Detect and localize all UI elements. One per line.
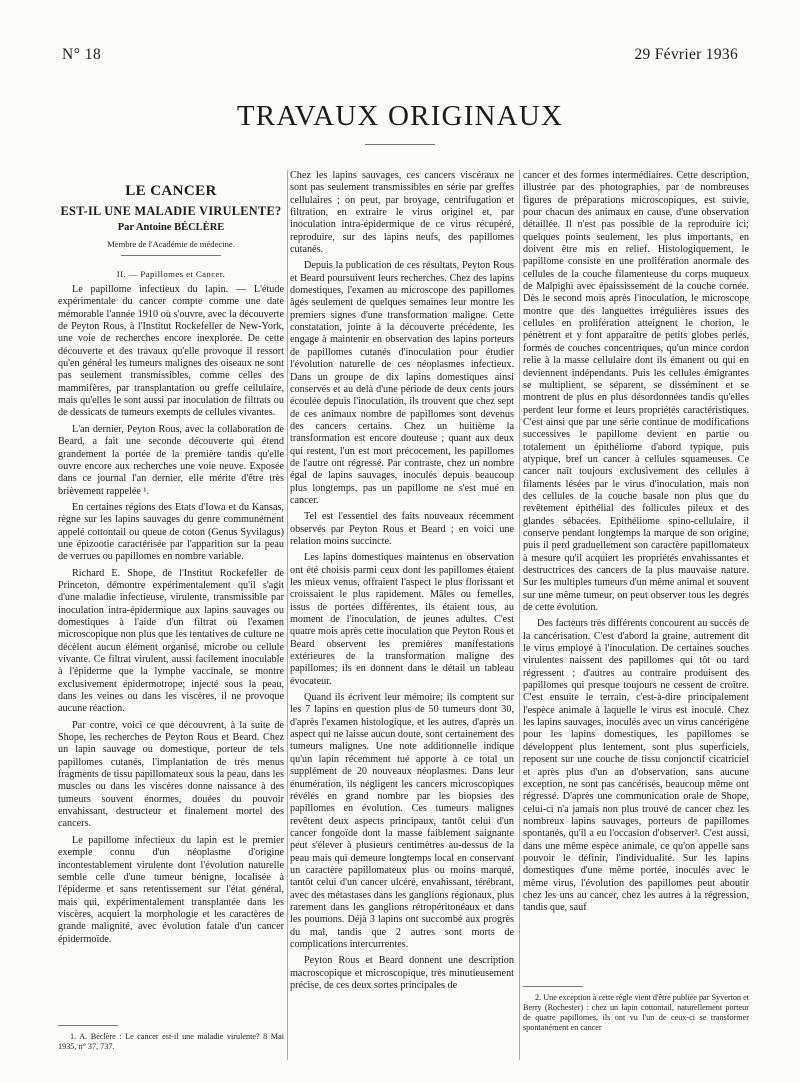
issue-date: 29 Février 1936 xyxy=(634,46,738,63)
paragraph: Par contre, voici ce que découvrent, à la suite de Shope, les recherches de Peyton Rous et Beard. Chez un lapin sauvage ou domestique, porteur de tels papillomes cutanés, l'implantation de très menus fragments de tissu papillomateux sous la peau, dans les muscles ou dans les viscères donne naissance à des tumeurs souvent énormes, douées du pouvoir envahissant, destructeur et finalement mortel des cancers. xyxy=(58,719,284,830)
article-author: Par Antoine BÉCLÈRE xyxy=(117,222,225,233)
footnote-1-block xyxy=(58,1025,284,1052)
paragraph: Richard E. Shope, de l'Institut Rockefeller de Princeton, démontre expérimentalement qu'il s'agit d'une maladie infectieuse, virulente, transmissible par inoculation intra-épidermique aux lapins sauvages ou domestiques à l'aide d'un filtrat où l'examen microscopique non plus que les tentatives de culture ne décèlent aucun élément organisé, microbe ou cellule vivante. Ce filtrat virulent, aussi facilement inoculable à l'épiderme que la lymphe vaccinale, se montre exclusivement épidermotrope; injecté sous la peau, dans les veines ou dans les viscères, il ne provoque aucune réaction. xyxy=(58,567,284,715)
paragraph: En certaines régions des Etats d'Iowa et du Kansas, règne sur les lapins sauvages du genre communément appelé cottontail ou queue de coton (Genus Syvilagus) une épizootie caractérisée par l'apparition sur la peau de verrues ou papillomes en nombre variable. xyxy=(58,501,284,563)
paragraph: Le papillome infectieux du lapin est le premier exemple connu d'un néoplasme d'origine incontestablement virulente dont l'évolution naturelle semble celle d'une tumeur bénigne, localisée à l'épiderme et sans retentissement sur l'état général, mais qui, expérimentalement transplantée dans les viscères, acquiert la morphologie et les caractères de grande malignité, avec évolution fatale d'un cancer épidermoïde. xyxy=(58,834,284,945)
paragraph: Quand ils écrivent leur mémoire; ils comptent sur les 7 lapins en question plus de 50 tumeurs dont 30, d'après l'examen histologique, et les autres, d'après un aspect qui ne laisse aucun doute, sont certainement des tumeurs malignes. Une note additionnelle indique qu'un lapin récemment tué apporte à ce total un supplément de 20 nouveaux néoplasmes. Dans leur énumération, ils négligent les cancers microscopiques révélés en grand nombre par les biopsies des papillomes en évolution. Ces tumeurs malignes revêtent deux aspects principaux, tantôt celui d'un cancer fongoïde dont la masse faiblement saignante peut s'élever à plusieurs centimètres au-dessus de la peau mais qui demeure longtemps local en conservant un caractère papillomateux plus ou moins marqué, tantôt celui d'un cancer ulcéré, envahissant, térébrant, avec des métastases dans les ganglions régionaux, plus rarement dans les ganglions rétropéritonéaux et dans les poumons. Déjà 3 lapins ont succombé aux progrès du mal, tandis que 2 autres sont morts de complications intercurrentes. xyxy=(290,692,514,950)
article-title: LE CANCER xyxy=(125,183,217,199)
paragraph: L'an dernier, Peyton Rous, avec la collaboration de Beard, a fait une seconde découverte qui étend grandement la portée de la première tandis qu'elle ouvre encore aux recherches une voie neuve. Exposée dans ce journal l'an dernier, elle mérite d'être très brièvement rappelée ¹. xyxy=(58,423,284,497)
footnote-1: 1. A. Béclère : Le cancer est-il une maladie virulente? 8 Mai 1935, n° 37, 737. xyxy=(58,1032,284,1051)
section-heading: II. — Papillomes et Cancer. xyxy=(116,268,226,279)
paragraph: Depuis la publication de ces résultats, Peyton Rous et Beard poursuivent leurs recherches. Chez des lapins domestiques, l'examen au microscope des papillomes âgés seulement de quelques semaines leur montre les premiers signes d'une transformation maligne. Cette constatation, jointe à la découverte précédente, les engage à maintenir en observation des lapins porteurs de papillomes cutanés d'inoculation pour étudier l'évolution naturelle de ces néoplasmes infectieux. Dans un groupe de dix lapins domestiques ainsi conservés et au delà d'une période de deux cents jours écoulée depuis l'inoculation, ils trouvent que chez sept de ces animaux nombre de papillomes sont devenus des cancers certains. Chez un huitième la transformation est encore douteuse ; quant aux deux qui restent, l'un est mort précocement, les papillomes de l'autre ont régressé. Par contraste, chez un nombre égal de lapins sauvages, inoculés depuis beaucoup plus longtemps, pas un papillome ne s'est mué en cancer. xyxy=(290,260,514,506)
paragraph: Chez les lapins sauvages, ces cancers viscéraux ne sont pas seulement transmissibles en série par greffes cellulaires ; on peut, par broyage, centrifugation et filtration, en extraire le virus originel et, par inoculation intra-épidermique de ce virus récupéré, reproduire, sur des lapins neufs, des papillomes cutanés. xyxy=(290,170,514,256)
paragraph: Les lapins domestiques maintenus en observation ont été choisis parmi ceux dont les papillomes étaient les mieux venus, offraient l'aspect le plus florissant et croissaient le plus rapidement. Mâles ou femelles, issus de portées différentes, ils étaient tous, au moment de l'inoculation, de jeunes adultes. C'est quatre mois après cette inoculation que Peyton Rous et Beard observent les premières manifestations extérieures de la transformation maligne des papillomes; ils en donnent dans le détail un tableau évocateur. xyxy=(290,552,514,687)
title-rule xyxy=(365,144,435,145)
footnote-2-block xyxy=(523,986,749,1033)
column-divider-1 xyxy=(287,170,288,1060)
author-role: Membre de l'Académie de médecine. xyxy=(107,239,235,250)
paragraph: cancer et des formes intermédiaires. Cette description, illustrée par des photographies, par de nombreuses figures de préparations microscopiques, est suivie, pour chacun des animaux en cause, d'une observation détaillée. Il n'est pas possible de la reproduire ici; quelques points seulement, les plus importants, en doivent être mis en relief. Histologiquement, le papillome consiste en une prolifération anormale des cellules de la couche filamenteuse du corps muqueux de Malpighi avec épaississement de la couche cornée. Dès le second mois après l'inoculation, le microscope montre que des languettes irrégulières issues des cellules en prolifération atteignent le chorion, le pénètrent et y font apparaître de petits globes perlés, formés de couches concentriques, qu'un mince cordon relie à la masse cellulaire dont ils émanent ou qui en deviennent indépendants. Puis les cellules émigrantes se multiplient, se séparent, se disséminent et se montrent de plus en plus désordonnées tandis qu'elles perdent leur forme et leurs propriétés caractéristiques. C'est ainsi que par une série continue de modifications successives le papillome devient en partie ou totalement un épithéliome d'abord typique, puis atypique, bref un cancer à cellules squameuses. Ce cancer naît toujours exclusivement des cellules à filaments lésées par le virus d'inoculation, mais non des cellules de la couche basale non plus que du revêtement épithélial des follicules pileux et des glandes sébacées. Epithéliome spino-cellulaire, il conserve pendant longtemps la marque de son origine, puis il perd graduellement son caractère papillomateux à mesure qu'il acquiert les propriétés envahissantes et destructrices des cancers de la plus mauvaise nature. Sur les multiples tumeurs d'un même animal et souvent sur une même tumeur, on peut observer tous les degrés de cette évolution. xyxy=(523,170,749,614)
paragraph: Le papillome infectieux du lapin. — L'étude expérimentale du cancer compte comme une date mémorable l'année 1910 où s'ouvre, avec la découverte de Peyton Rous, à l'Institut Rockefeller de New-York, une voie de recherches encore inexplorée. De cette découverte et des travaux qu'elle provoque il ressort qu'en général les tumeurs malignes des oiseaux ne sont pas seulement transmissibles, comme celles des mammifères, par transplantation ou greffe cellulaire, mais qu'elles le sont aussi par inoculation de filtrats ou de dessicats de tumeurs exempts de cellules vivantes. xyxy=(58,284,284,419)
column-3 xyxy=(523,170,749,919)
column-1 xyxy=(58,182,284,950)
issue-number: N° 18 xyxy=(62,46,102,63)
footnote-rule xyxy=(523,986,583,987)
article-subtitle: EST-IL UNE MALADIE VIRULENTE? xyxy=(60,204,282,218)
column-2 xyxy=(290,170,514,996)
footnote-2: 2. Une exception à cette règle vient d'être publiée par Syverton et Berry (Rochester) : chez un lapin cottontail, naturellement porteur de quatre papillomes, ils ont vu l'un de ceux-ci se transformer spontanément en cancer xyxy=(523,993,749,1032)
paragraph: Peyton Rous et Beard donnent une description macroscopique et microscopique, très minutieusement précise, de ces deux sortes principales de xyxy=(290,955,514,991)
article-rule xyxy=(121,255,221,256)
footnote-rule xyxy=(58,1025,118,1026)
paragraph: Tel est l'essentiel des faits nouveaux récemment observés par Peyton Rous et Beard ; en voici une relation moins succincte. xyxy=(290,511,514,547)
paragraph: Des facteurs très différents concourent au succès de la cancérisation. C'est d'abord la graine, autrement dit le virus employé à l'inoculation. De certaines souches virulentes naissent des papillomes qui tôt ou tard régressent ; d'autres au contraire produisent des papillomes qui presque toujours ne cessent de croître. C'est ensuite le terrain, c'est-à-dire principalement l'espèce animale à laquelle le virus est inoculé. Chez les lapins sauvages, inoculés avec un virus cancérigène pour les lapins domestiques, les papillomes se développent plus lentement, sont plus superficiels, reposent sur une couche de tissu conjonctif cicatriciel et après plus d'un an d'observation, sans aucune exception, ne sont pas cancérisés, beaucoup même ont régressé. D'après une communication orale de Shope, celui-ci n'a jamais non plus trouvé de cancer chez les nombreux lapins sauvages, porteurs de papillomes spontanés, qu'il a eu l'occasion d'observer². C'est aussi, dans une même espèce animale, ce qu'on appelle sans pouvoir le définir, l'individualité. Sur les lapins domestiques d'une même portée, inoculés avec le même virus, l'évolution des papillomes peut aboutir chez les uns au cancer, chez les autres à la régression, tandis que, sauf xyxy=(523,618,749,914)
column-divider-2 xyxy=(519,170,520,1060)
section-title: TRAVAUX ORIGINAUX xyxy=(236,100,564,132)
